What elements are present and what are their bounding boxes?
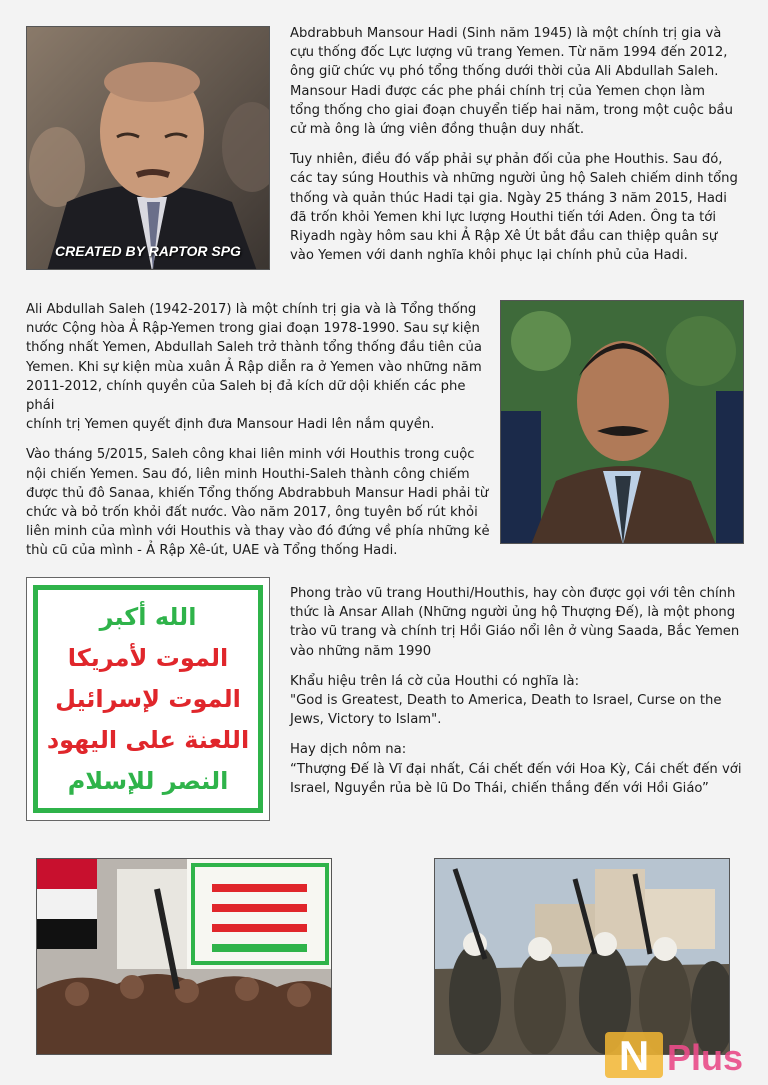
logo-word: Plus [667,1037,744,1078]
protest-photo [36,858,332,1055]
nplus-logo-mark [603,1030,763,1080]
houthi-flag-border [33,585,263,813]
hadi-paragraph-1: Abdrabbuh Mansour Hadi (Sinh năm 1945) là một chính trị gia và cựu thống đốc Lực lượng vũ trang Yemen. Từ năm 1994 đến 2012, ông giữ chức vụ phó tổng thống dưới thời của Ali Abdullah Saleh. Mansour Hadi được các phe phái chính trị của Yemen chọn làm tổng thống cho giai đoạn chuyển tiếp hai năm, trong một cuộc bầu cử mà ông là ứng viên đồng thuận duy nhất. [290,26,733,138]
hadi-photo [26,26,270,270]
hadi-portrait-illustration [27,27,270,270]
flag-line-2: الموت لأمريكا [67,643,229,672]
houthi-paragraph-3: Hay dịch nôm na: “Thượng Đế là Vĩ đại nhất, Cái chết đến với Hoa Kỳ, Cái chết đến với Israel, Nguyền rủa bè lũ Do Thái, chiến thắng đến với Hồi Giáo” [290,742,742,796]
protest-crowd-illustration [37,859,332,1055]
hadi-paragraph-2: Tuy nhiên, điều đó vấp phải sự phản đối của phe Houthis. Sau đó, các tay súng Houthis và những người ủng hộ Saleh chiếm dinh tổng thống và quản thúc Hadi tại gia. Ngày 25 tháng 3 năm 2015, Hadi đã trốn khỏi Yemen khi lực lượng Houthi tiến tới Aden. Ông ta tới Riyadh ngày hôm sau khi Ả Rập Xê Út bắt đầu can thiệp quân sự vào Yemen với danh nghĩa khôi phục lại chính phủ của Hadi. [290,152,738,264]
hadi-text [290,24,750,276]
fighters-illustration [435,859,730,1055]
houthi-flag [26,577,270,821]
nplus-logo [603,1030,763,1080]
saleh-portrait-illustration [501,301,744,544]
flag-line-1: الله أكبر [99,602,197,631]
saleh-paragraph-2: Vào tháng 5/2015, Saleh công khai liên minh với Houthis trong cuộc nội chiến Yemen. Sau đó, liên minh Houthi-Saleh thành công chiếm được thủ đô Sanaa, khiến Tổng thống Abdrabbuh Mansur Hadi phải từ chức và bỏ trốn khỏi đất nước. Vào năm 2017, ông tuyên bố rút khỏi liên minh của mình với Houthis và thay vào đó đứng về phía những kẻ thù cũ của mình - Ả Rập Xê-út, UAE và Tổng thống Hadi. [26,447,490,559]
saleh-text [26,300,496,572]
houthi-paragraph-1: Phong trào vũ trang Houthi/Houthis, hay còn được gọi với tên chính thức là Ansar Allah (Những người ủng hộ Thượng Đế), là một phong trào vũ trang và chính trị Hồi Giáo nổi lên ở vùng Saada, Bắc Yemen vào những năm 1990 [290,586,740,659]
saleh-photo [500,300,744,544]
flag-line-3: الموت لإسرائيل [55,684,241,713]
saleh-paragraph-1: Ali Abdullah Saleh (1942-2017) là một chính trị gia và là Tổng thống nước Cộng hòa Ả Rập-Yemen trong giai đoạn 1978-1990. Sau sự kiện thống nhất Yemen, Abdullah Saleh trở thành tổng thống đầu tiên của Yemen. Khi sự kiện mùa xuân Ả Rập diễn ra ở Yemen vào những năm 2011-2012, chính quyền của Saleh bị đả kích dữ dội khiến các phe phái chính trị Yemen quyết định đưa Mansour Hadi lên nắm quyền. [26,302,482,433]
fighters-photo [434,858,730,1055]
houthi-text [290,584,760,809]
houthi-paragraph-2: Khẩu hiệu trên lá cờ của Houthi có nghĩa là: "God is Greatest, Death to America, Death to Israel, Curse on the Jews, Victory to Islam". [290,673,722,728]
flag-line-4: اللعنة على اليهود [46,726,250,755]
logo-letter: N [618,1032,650,1079]
flag-line-5: النصر للإسلام [67,767,229,796]
photo-caption: CREATED BY RAPTOR SPG [55,243,241,259]
